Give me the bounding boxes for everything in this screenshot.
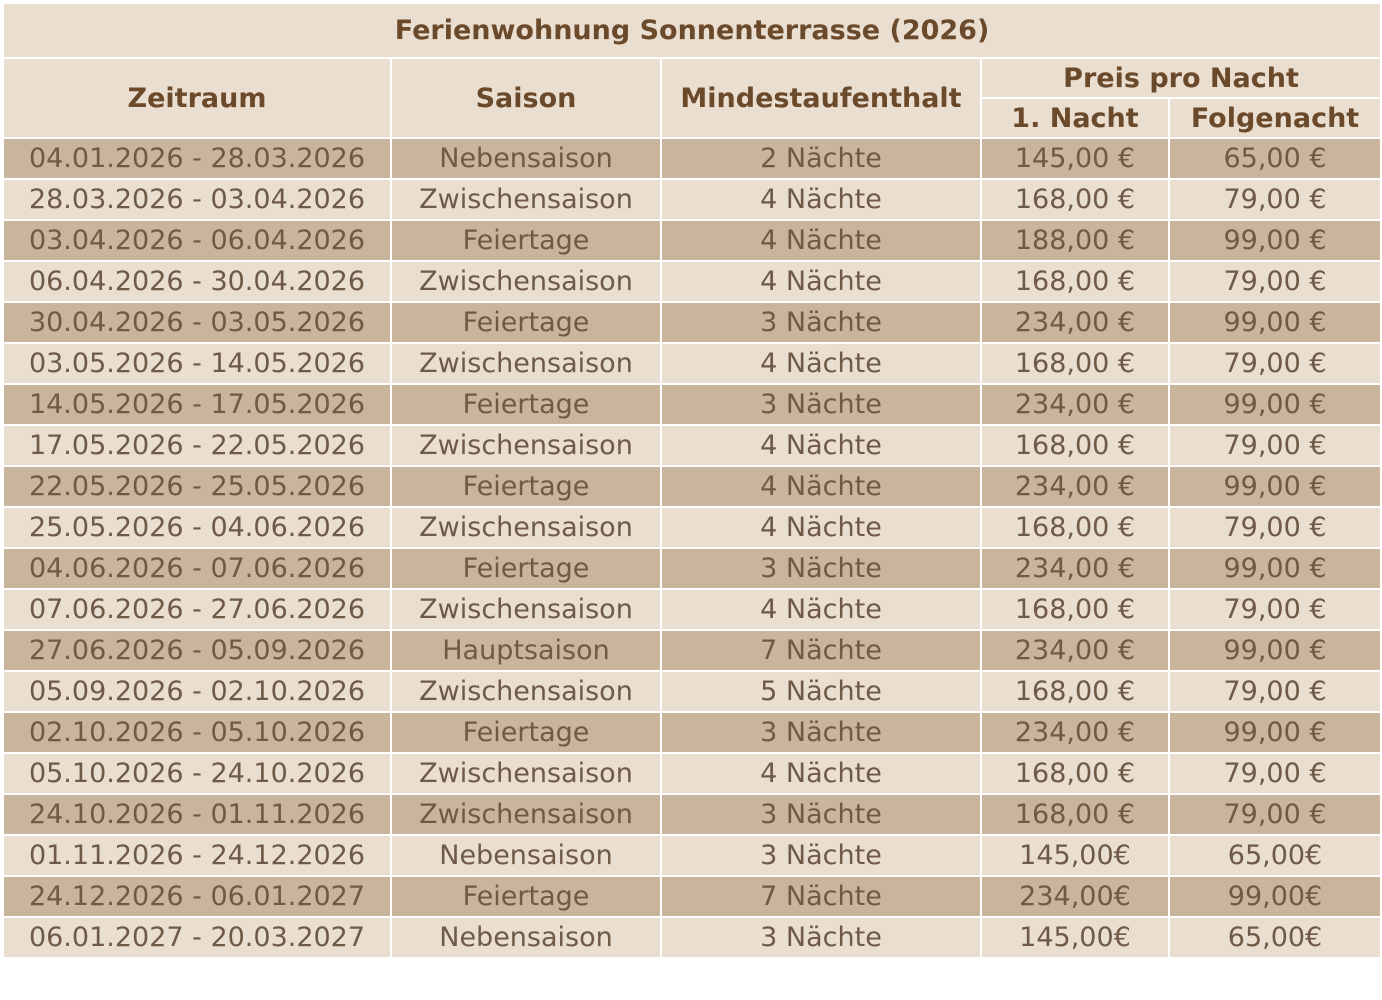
cell-erste-nacht: 145,00€ — [981, 835, 1169, 876]
cell-folgenacht: 99,00 € — [1169, 466, 1381, 507]
cell-saison: Nebensaison — [391, 835, 661, 876]
table-row — [3, 917, 1381, 958]
cell-folgenacht: 79,00 € — [1169, 671, 1381, 712]
table-row — [3, 384, 1381, 425]
cell-mindestaufenthalt: 7 Nächte — [661, 876, 981, 917]
table-row — [3, 179, 1381, 220]
cell-folgenacht: 79,00 € — [1169, 753, 1381, 794]
cell-mindestaufenthalt: 3 Nächte — [661, 302, 981, 343]
cell-saison: Zwischensaison — [391, 794, 661, 835]
cell-mindestaufenthalt: 3 Nächte — [661, 384, 981, 425]
cell-zeitraum: 04.01.2026 - 28.03.2026 — [3, 138, 391, 179]
cell-folgenacht: 99,00 € — [1169, 548, 1381, 589]
cell-mindestaufenthalt: 3 Nächte — [661, 548, 981, 589]
cell-zeitraum: 03.04.2026 - 06.04.2026 — [3, 220, 391, 261]
header-folgenacht: Folgenacht — [1169, 98, 1381, 138]
table-row — [3, 548, 1381, 589]
cell-folgenacht: 79,00 € — [1169, 261, 1381, 302]
cell-erste-nacht: 234,00 € — [981, 630, 1169, 671]
cell-mindestaufenthalt: 3 Nächte — [661, 712, 981, 753]
header-preis-pro-nacht: Preis pro Nacht — [981, 58, 1381, 98]
cell-erste-nacht: 234,00 € — [981, 466, 1169, 507]
cell-zeitraum: 03.05.2026 - 14.05.2026 — [3, 343, 391, 384]
cell-zeitraum: 24.12.2026 - 06.01.2027 — [3, 876, 391, 917]
table-row — [3, 589, 1381, 630]
table-row — [3, 794, 1381, 835]
table-row — [3, 261, 1381, 302]
table-row — [3, 630, 1381, 671]
cell-erste-nacht: 234,00 € — [981, 712, 1169, 753]
cell-zeitraum: 30.04.2026 - 03.05.2026 — [3, 302, 391, 343]
cell-folgenacht: 79,00 € — [1169, 343, 1381, 384]
cell-zeitraum: 24.10.2026 - 01.11.2026 — [3, 794, 391, 835]
cell-mindestaufenthalt: 3 Nächte — [661, 794, 981, 835]
cell-saison: Feiertage — [391, 384, 661, 425]
cell-saison: Zwischensaison — [391, 589, 661, 630]
cell-folgenacht: 99,00 € — [1169, 384, 1381, 425]
cell-folgenacht: 79,00 € — [1169, 507, 1381, 548]
cell-zeitraum: 06.04.2026 - 30.04.2026 — [3, 261, 391, 302]
table-body — [3, 138, 1381, 958]
cell-saison: Feiertage — [391, 466, 661, 507]
cell-saison: Zwischensaison — [391, 343, 661, 384]
cell-saison: Feiertage — [391, 548, 661, 589]
cell-erste-nacht: 168,00 € — [981, 589, 1169, 630]
cell-folgenacht: 79,00 € — [1169, 589, 1381, 630]
cell-saison: Nebensaison — [391, 917, 661, 958]
cell-zeitraum: 04.06.2026 - 07.06.2026 — [3, 548, 391, 589]
cell-zeitraum: 27.06.2026 - 05.09.2026 — [3, 630, 391, 671]
table-row — [3, 507, 1381, 548]
header-erste-nacht: 1. Nacht — [981, 98, 1169, 138]
cell-zeitraum: 07.06.2026 - 27.06.2026 — [3, 589, 391, 630]
cell-zeitraum: 02.10.2026 - 05.10.2026 — [3, 712, 391, 753]
cell-saison: Zwischensaison — [391, 507, 661, 548]
cell-erste-nacht: 168,00 € — [981, 507, 1169, 548]
cell-mindestaufenthalt: 4 Nächte — [661, 261, 981, 302]
cell-folgenacht: 99,00€ — [1169, 876, 1381, 917]
cell-folgenacht: 65,00€ — [1169, 917, 1381, 958]
cell-erste-nacht: 234,00 € — [981, 384, 1169, 425]
header-mindestaufenthalt: Mindestaufenthalt — [661, 58, 981, 138]
cell-zeitraum: 06.01.2027 - 20.03.2027 — [3, 917, 391, 958]
cell-saison: Feiertage — [391, 220, 661, 261]
price-table — [2, 2, 1382, 959]
cell-folgenacht: 65,00€ — [1169, 835, 1381, 876]
cell-zeitraum: 25.05.2026 - 04.06.2026 — [3, 507, 391, 548]
cell-erste-nacht: 234,00€ — [981, 876, 1169, 917]
cell-zeitraum: 05.09.2026 - 02.10.2026 — [3, 671, 391, 712]
cell-mindestaufenthalt: 4 Nächte — [661, 589, 981, 630]
cell-mindestaufenthalt: 4 Nächte — [661, 343, 981, 384]
cell-mindestaufenthalt: 4 Nächte — [661, 179, 981, 220]
cell-mindestaufenthalt: 4 Nächte — [661, 466, 981, 507]
cell-folgenacht: 99,00 € — [1169, 220, 1381, 261]
cell-folgenacht: 79,00 € — [1169, 179, 1381, 220]
table-row — [3, 835, 1381, 876]
cell-mindestaufenthalt: 4 Nächte — [661, 425, 981, 466]
table-row — [3, 343, 1381, 384]
cell-saison: Zwischensaison — [391, 261, 661, 302]
cell-erste-nacht: 234,00 € — [981, 548, 1169, 589]
cell-saison: Feiertage — [391, 302, 661, 343]
table-row — [3, 466, 1381, 507]
table-row — [3, 671, 1381, 712]
table-row — [3, 876, 1381, 917]
cell-folgenacht: 99,00 € — [1169, 630, 1381, 671]
cell-folgenacht: 79,00 € — [1169, 425, 1381, 466]
table-row — [3, 753, 1381, 794]
cell-saison: Nebensaison — [391, 138, 661, 179]
cell-saison: Feiertage — [391, 712, 661, 753]
cell-erste-nacht: 168,00 € — [981, 179, 1169, 220]
cell-saison: Zwischensaison — [391, 425, 661, 466]
cell-erste-nacht: 168,00 € — [981, 343, 1169, 384]
cell-saison: Hauptsaison — [391, 630, 661, 671]
cell-zeitraum: 01.11.2026 - 24.12.2026 — [3, 835, 391, 876]
cell-mindestaufenthalt: 3 Nächte — [661, 917, 981, 958]
table-row — [3, 425, 1381, 466]
header-zeitraum: Zeitraum — [3, 58, 391, 138]
cell-saison: Zwischensaison — [391, 753, 661, 794]
cell-mindestaufenthalt: 4 Nächte — [661, 507, 981, 548]
table-title: Ferienwohnung Sonnenterrasse (2026) — [3, 3, 1381, 58]
table-row — [3, 712, 1381, 753]
cell-erste-nacht: 168,00 € — [981, 753, 1169, 794]
cell-folgenacht: 99,00 € — [1169, 302, 1381, 343]
cell-folgenacht: 99,00 € — [1169, 712, 1381, 753]
cell-zeitraum: 28.03.2026 - 03.04.2026 — [3, 179, 391, 220]
cell-mindestaufenthalt: 3 Nächte — [661, 835, 981, 876]
table-row — [3, 220, 1381, 261]
cell-saison: Feiertage — [391, 876, 661, 917]
cell-erste-nacht: 168,00 € — [981, 671, 1169, 712]
cell-erste-nacht: 234,00 € — [981, 302, 1169, 343]
cell-zeitraum: 05.10.2026 - 24.10.2026 — [3, 753, 391, 794]
header-saison: Saison — [391, 58, 661, 138]
cell-folgenacht: 65,00 € — [1169, 138, 1381, 179]
cell-zeitraum: 22.05.2026 - 25.05.2026 — [3, 466, 391, 507]
cell-zeitraum: 17.05.2026 - 22.05.2026 — [3, 425, 391, 466]
cell-mindestaufenthalt: 2 Nächte — [661, 138, 981, 179]
table-row — [3, 302, 1381, 343]
cell-erste-nacht: 168,00 € — [981, 794, 1169, 835]
cell-erste-nacht: 145,00€ — [981, 917, 1169, 958]
table-row — [3, 138, 1381, 179]
cell-erste-nacht: 168,00 € — [981, 261, 1169, 302]
cell-zeitraum: 14.05.2026 - 17.05.2026 — [3, 384, 391, 425]
cell-mindestaufenthalt: 4 Nächte — [661, 220, 981, 261]
cell-folgenacht: 79,00 € — [1169, 794, 1381, 835]
cell-saison: Zwischensaison — [391, 179, 661, 220]
cell-mindestaufenthalt: 5 Nächte — [661, 671, 981, 712]
cell-mindestaufenthalt: 4 Nächte — [661, 753, 981, 794]
cell-mindestaufenthalt: 7 Nächte — [661, 630, 981, 671]
cell-saison: Zwischensaison — [391, 671, 661, 712]
cell-erste-nacht: 145,00 € — [981, 138, 1169, 179]
cell-erste-nacht: 168,00 € — [981, 425, 1169, 466]
cell-erste-nacht: 188,00 € — [981, 220, 1169, 261]
